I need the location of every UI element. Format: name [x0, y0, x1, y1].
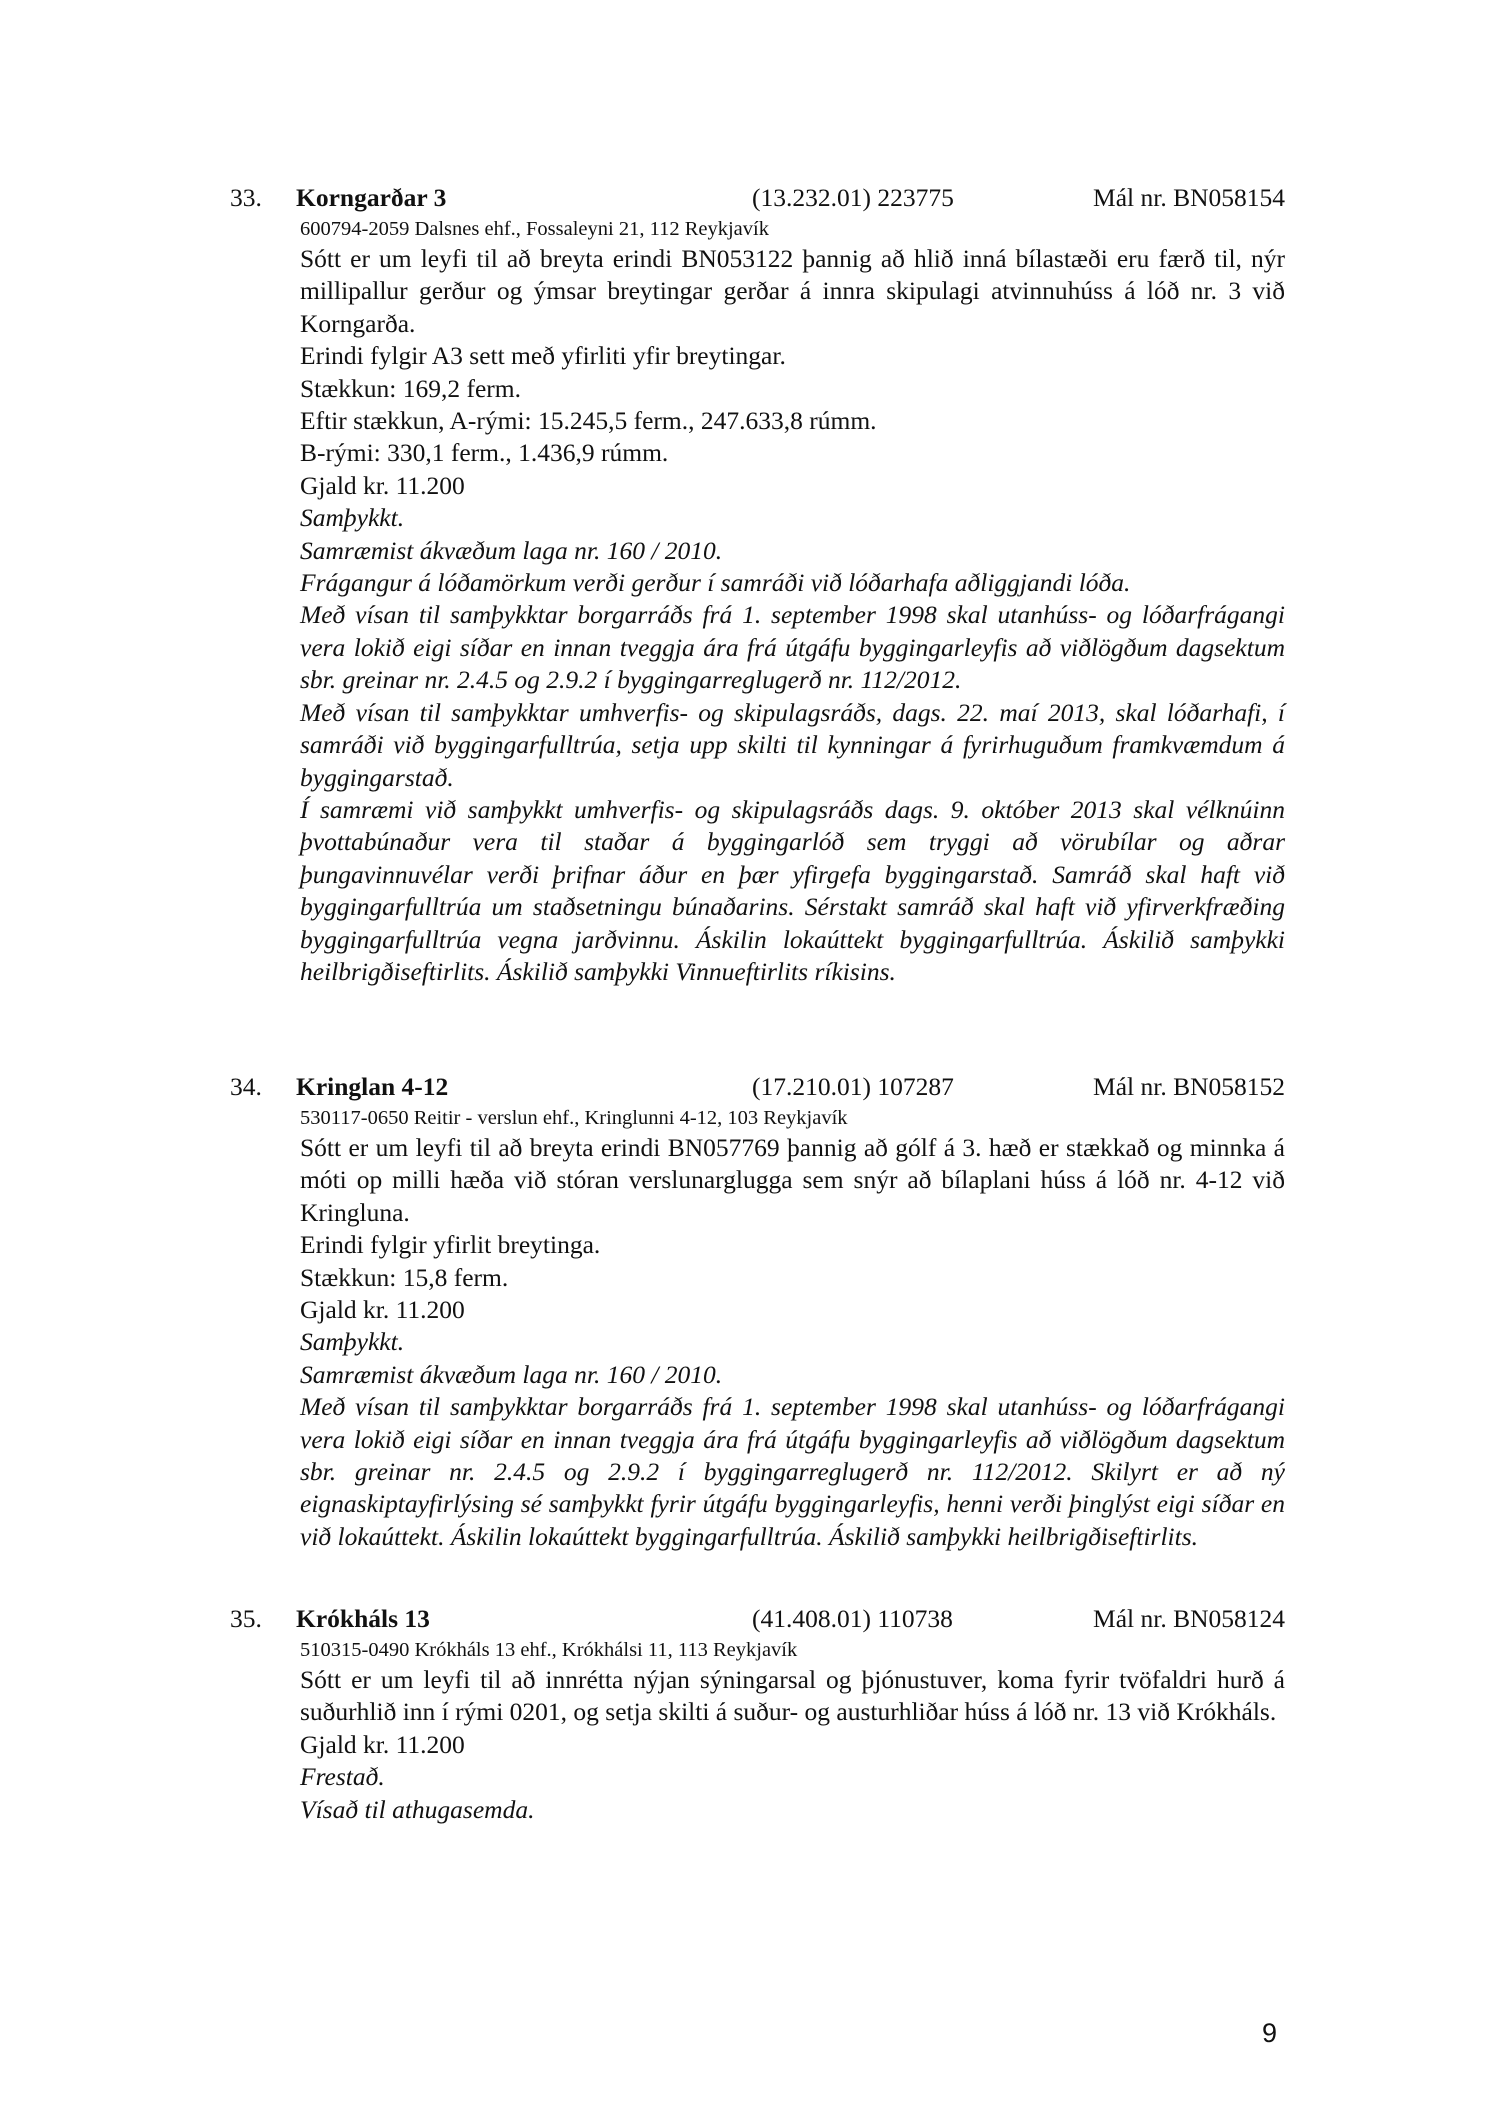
case-body [300, 215, 1285, 988]
council-condition: Með vísan til samþykktar borgarráðs frá 1. september 1998 skal utanhúss- og lóðarfrágangi vera lokið eigi síðar en innan tveggja ára frá útgáfu byggingarleyfis að viðlögðum dagsektum sbr. greinar nr. 2.4.5 og 2.9.2 í byggingarreglugerð nr. 112/2012. [300, 600, 1285, 695]
property-code: (17.210.01) 107287 [752, 1072, 954, 1101]
case-reference: Mál nr. BN058152 [1093, 1072, 1285, 1101]
property-name: Kringlan 4-12 [296, 1072, 449, 1101]
decision: Samþykkt. [300, 503, 405, 533]
remark: Vísað til athugasemda. [300, 1794, 535, 1824]
applicant: 530117-0650 Reitir - verslun ehf., Kringlunni 4-12, 103 Reykjavík [300, 1107, 848, 1129]
case-body [300, 1636, 1285, 1826]
description: Sótt er um leyfi til að innrétta nýjan sýningarsal og þjónustuver, koma fyrir tvöfaldri hurð á suðurhlið inn í rými 0201, og setja skilti á suður- og austurhliðar húss á lóð nr. 13 við Krókháls. [300, 1665, 1285, 1727]
case-header [230, 1070, 1285, 1104]
property-name: Krókháls 13 [296, 1604, 430, 1633]
property-code: (13.232.01) 223775 [752, 183, 954, 212]
applicant: 600794-2059 Dalsnes ehf., Fossaleyni 21, 112 Reykjavík [300, 218, 769, 240]
description: Sótt er um leyfi til að breyta erindi BN053122 þannig að hlið inná bílastæði eru færð til, nýr millipallur gerður og ýmsar breytingar gerðar á innra skipulagi atvinnuhúss á lóð nr. 3 við Korngarða. [300, 244, 1285, 338]
signs-condition: Með vísan til samþykktar umhverfis- og skipulagsráðs, dags. 22. maí 2013, skal lóðarhafi, í samráði við byggingarfulltrúa, setja upp skilti til kynningar á fyrirhuguðum framkvæmdum á byggingarstað. [300, 697, 1285, 792]
attachment-note: Erindi fylgir yfirlit breytinga. [300, 1230, 601, 1260]
property-name: Korngarðar 3 [296, 183, 447, 212]
attachment-note: Erindi fylgir A3 sett með yfirliti yfir breytingar. [300, 341, 786, 371]
property-code: (41.408.01) 110738 [752, 1604, 953, 1633]
case-number: 34. [230, 1072, 262, 1101]
case-entry [230, 1602, 1285, 1826]
conformity-note: Samræmist ákvæðum laga nr. 160 / 2010. [300, 1359, 723, 1389]
page-number: 9 [1262, 2018, 1278, 2048]
fee: Gjald kr. 11.200 [300, 470, 465, 500]
council-condition: Með vísan til samþykktar borgarráðs frá 1. september 1998 skal utanhúss- og lóðarfrágangi vera lokið eigi síðar en innan tveggja ára frá útgáfu byggingarleyfis að viðlögðum dagsektum sbr. greinar nr. 2.4.5 og 2.9.2 í byggingarreglugerð nr. 112/2012. Skilyrt er að ný eignaskiptayfirlýsing sé samþykkt fyrir útgáfu byggingarleyfis, henni verði þinglýst eigi síðar en við lokaúttekt. Áskilin lokaúttekt byggingarfulltrúa. Áskilið samþykki heilbrigðiseftirlits. [300, 1392, 1285, 1551]
description: Sótt er um leyfi til að breyta erindi BN057769 þannig að gólf á 3. hæð er stækkað og minnka á móti op milli hæða við stóran verslunarglugga sem snýr að bílaplani húss á lóð nr. 4-12 við Kringluna. [300, 1133, 1285, 1227]
case-header [230, 1602, 1285, 1636]
fee: Gjald kr. 11.200 [300, 1729, 465, 1759]
decision: Frestað. [300, 1762, 385, 1792]
case-number: 33. [230, 183, 262, 212]
fee: Gjald kr. 11.200 [300, 1295, 465, 1325]
case-number: 35. [230, 1604, 262, 1633]
case-reference: Mál nr. BN058154 [1093, 183, 1285, 212]
case-reference: Mál nr. BN058124 [1093, 1604, 1285, 1633]
finishing-note: Frágangur á lóðamörkum verði gerður í samráði við lóðarhafa aðliggjandi lóða. [300, 568, 1131, 598]
washing-condition: Í samræmi við samþykkt umhverfis- og skipulagsráðs dags. 9. október 2013 skal vélknúinn þvottabúnaður vera til staðar á byggingarlóð sem tryggi að vörubílar og aðrar þungavinnuvélar verði þrifnar áður en þær yfirgefa byggingarstað. Samráð skal haft við byggingarfulltrúa um staðsetningu búnaðarins. Sérstakt samráð skal haft við yfirverkfræðing byggingarfulltrúa vegna jarðvinnu. Áskilin lokaúttekt byggingarfulltrúa. Áskilið samþykki heilbrigðiseftirlits. Áskilið samþykki Vinnueftirlits ríkisins. [300, 794, 1285, 986]
b-space: B-rými: 330,1 ferm., 1.436,9 rúmm. [300, 438, 669, 468]
enlargement: Stækkun: 15,8 ferm. [300, 1262, 509, 1292]
after-enlargement: Eftir stækkun, A-rými: 15.245,5 ferm., 247.633,8 rúmm. [300, 406, 877, 436]
decision: Samþykkt. [300, 1327, 405, 1357]
case-entry [230, 181, 1285, 988]
enlargement: Stækkun: 169,2 ferm. [300, 373, 521, 403]
applicant: 510315-0490 Krókháls 13 ehf., Krókhálsi 11, 113 Reykjavík [300, 1639, 798, 1661]
conformity-note: Samræmist ákvæðum laga nr. 160 / 2010. [300, 535, 723, 565]
case-body [300, 1104, 1285, 1553]
case-entry [230, 1070, 1285, 1553]
case-header [230, 181, 1285, 215]
